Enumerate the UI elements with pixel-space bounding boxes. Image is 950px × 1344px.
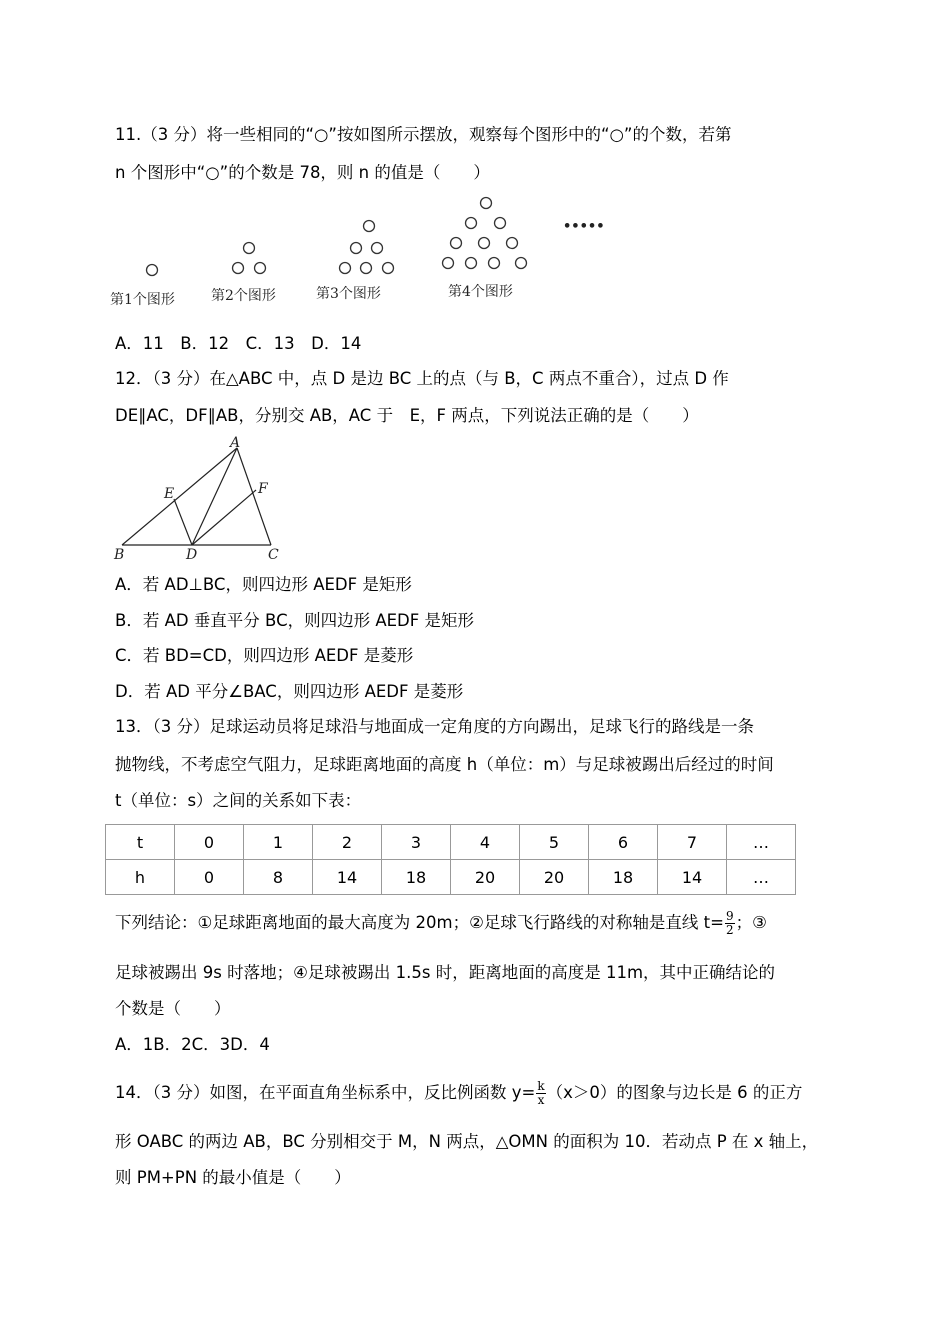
fraction-numerator: k — [537, 1079, 545, 1093]
q13-conclusions-line2: 足球被踢出 9s 时落地；④足球被踢出 1.5s 时，距离地面的高度是 11m，其中正确结论的 — [115, 963, 776, 982]
figure-label-2: 第2个图形 — [211, 288, 276, 304]
q12-option-a: A．若 AD⊥BC，则四边形 AEDF 是矩形 — [115, 575, 412, 594]
table-cell: … — [727, 825, 796, 860]
table-cell: 2 — [313, 825, 382, 860]
q12-option-c: C．若 BD=CD，则四边形 AEDF 是菱形 — [115, 646, 414, 665]
table-cell: 0 — [175, 825, 244, 860]
figure-label-3: 第3个图形 — [316, 286, 381, 302]
segment-ab — [122, 448, 237, 545]
figure-label-1: 第1个图形 — [110, 292, 175, 308]
q14-stem-text: 14．（3 分）如图，在平面直角坐标系中，反比例函数 y= — [115, 1083, 536, 1102]
point-label-f: F — [258, 481, 268, 497]
q12-stem-line2: DE∥AC，DF∥AB，分别交 AB，AC 于 E，F 两点，下列说法正确的是（ ） — [115, 406, 699, 425]
circle-shape — [489, 258, 500, 269]
circle-shape — [383, 263, 394, 274]
table-cell: 1 — [244, 825, 313, 860]
circle-shape — [244, 243, 255, 254]
circle-shape — [481, 198, 492, 209]
circle-shape — [255, 263, 266, 274]
point-label-a: A — [230, 435, 241, 451]
table-row-t — [106, 825, 796, 860]
fraction-nine-halves — [725, 910, 735, 937]
table-cell: 20 — [451, 860, 520, 895]
q14-stem-line3: 则 PM+PN 的最小值是（ ） — [115, 1168, 351, 1187]
table-cell: 14 — [658, 860, 727, 895]
fraction-k-over-x — [536, 1080, 545, 1107]
segment-ad — [192, 448, 237, 545]
circle-shape — [451, 238, 462, 249]
table-cell: h — [106, 860, 175, 895]
q12-option-b: B．若 AD 垂直平分 BC，则四边形 AEDF 是矩形 — [115, 611, 474, 630]
q13-stem-line1: 13．（3 分）足球运动员将足球沿与地面成一定角度的方向踢出，足球飞行的路线是一条 — [115, 717, 754, 736]
table-cell: 18 — [382, 860, 451, 895]
q13-stem-line2: 抛物线，不考虑空气阻力，足球距离地面的高度 h（单位：m）与足球被踢出后经过的时间 — [115, 755, 774, 774]
circle-shape — [233, 263, 244, 274]
table-cell: 5 — [520, 825, 589, 860]
point-label-e: E — [164, 486, 175, 502]
q12-triangle-figure — [108, 435, 298, 565]
q11-options: A．11 B．12 C．13 D．14 — [115, 334, 362, 353]
table-cell: 4 — [451, 825, 520, 860]
point-label-b: B — [114, 547, 125, 563]
circle-shape — [351, 243, 362, 254]
table-cell: 3 — [382, 825, 451, 860]
q11-figure — [108, 190, 608, 315]
q12-option-d: D．若 AD 平分∠BAC，则四边形 AEDF 是菱形 — [115, 682, 464, 701]
q14-stem-line2: 形 OABC 的两边 AB，BC 分别相交于 M，N 两点，△OMN 的面积为 10．若动点 P 在 x 轴上， — [115, 1132, 819, 1151]
circle-shape — [443, 258, 454, 269]
q12-stem-line1: 12．（3 分）在△ABC 中，点 D 是边 BC 上的点（与 B，C 两点不重合），过点 D 作 — [115, 369, 729, 388]
circle-shape — [495, 218, 506, 229]
table-cell: 8 — [244, 860, 313, 895]
q13-data-table — [105, 824, 796, 895]
circle-shape — [147, 265, 158, 276]
fraction-numerator: 9 — [725, 909, 734, 923]
table-row-h — [106, 860, 796, 895]
q14-stem-tail: （x＞0）的图象与边长是 6 的正方 — [546, 1083, 803, 1102]
segment-df — [192, 490, 256, 545]
q11-stem-line2: n 个图形中“○”的个数是 78，则 n 的值是（ ） — [115, 163, 490, 182]
q13-conclusions-tail: ；③ — [735, 913, 767, 932]
ellipsis-dots: ••••• — [563, 219, 605, 234]
segment-de — [174, 499, 192, 545]
circle-shape — [364, 221, 375, 232]
table-cell: 18 — [589, 860, 658, 895]
circle-shape — [372, 243, 383, 254]
q13-conclusions-line1 — [115, 910, 767, 937]
circle-shape — [507, 238, 518, 249]
table-cell: t — [106, 825, 175, 860]
fraction-denominator: 2 — [725, 923, 734, 937]
table-cell: 14 — [313, 860, 382, 895]
point-label-d: D — [186, 547, 198, 563]
table-cell: … — [727, 860, 796, 895]
table-cell: 0 — [175, 860, 244, 895]
q13-stem-line3: t（单位：s）之间的关系如下表： — [115, 791, 362, 810]
table-cell: 20 — [520, 860, 589, 895]
circle-shape — [466, 218, 477, 229]
q13-options: A．1B．2C．3D．4 — [115, 1035, 270, 1054]
q13-conclusions-line3: 个数是（ ） — [115, 999, 231, 1018]
circle-shape — [479, 238, 490, 249]
table-cell: 7 — [658, 825, 727, 860]
circle-shape — [361, 263, 372, 274]
circle-shape — [516, 258, 527, 269]
fraction-denominator: x — [537, 1093, 545, 1107]
figure-label-4: 第4个图形 — [448, 284, 513, 300]
q14-stem-line1 — [115, 1080, 802, 1107]
circle-shape — [340, 263, 351, 274]
circle-shape — [466, 258, 477, 269]
point-label-c: C — [268, 547, 279, 563]
q11-stem-line1: 11.（3 分）将一些相同的“○”按如图所示摆放，观察每个图形中的“○”的个数，若第 — [115, 125, 732, 144]
table-cell: 6 — [589, 825, 658, 860]
q13-conclusions-text: 下列结论：①足球距离地面的最大高度为 20m；②足球飞行路线的对称轴是直线 t= — [115, 913, 724, 932]
